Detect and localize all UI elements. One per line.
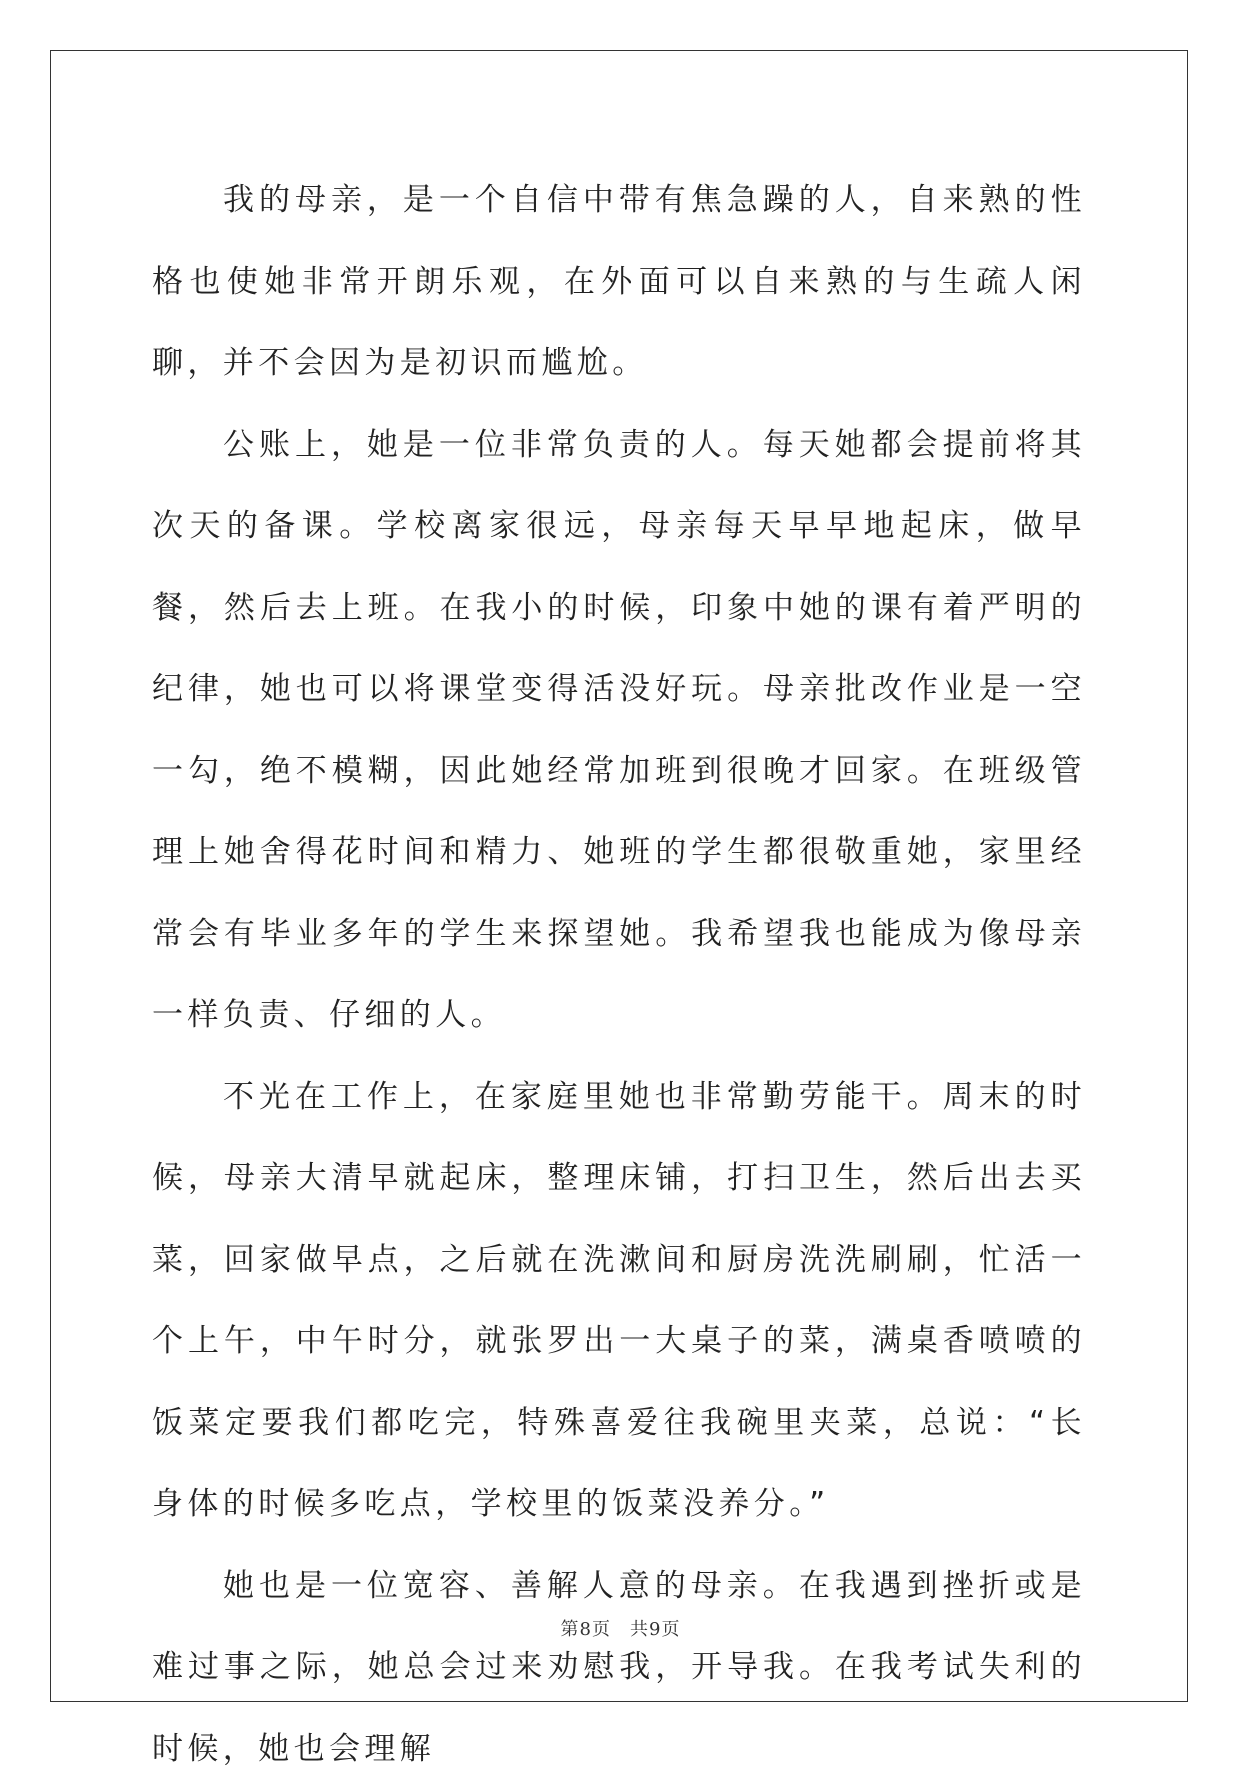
page-number: 第8页 共9页 xyxy=(0,1615,1241,1641)
document-body xyxy=(152,160,1086,1790)
paragraph-4: 她也是一位宽容、善解人意的母亲。在我遇到挫折或是难过事之际，她总会过来劝慰我，开导我。在我考试失利的时候，她也会理解 xyxy=(152,1546,1086,1790)
paragraph-2: 公账上，她是一位非常负责的人。每天她都会提前将其次天的备课。学校离家很远，母亲每天早早地起床，做早餐，然后去上班。在我小的时候，印象中她的课有着严明的纪律，她也可以将课堂变得活没好玩。母亲批改作业是一空一勾，绝不模糊，因此她经常加班到很晚才回家。在班级管理上她舍得花时间和精力、她班的学生都很敬重她，家里经常会有毕业多年的学生来探望她。我希望我也能成为像母亲一样负责、仔细的人。 xyxy=(152,405,1086,1057)
paragraph-1: 我的母亲，是一个自信中带有焦急躁的人，自来熟的性格也使她非常开朗乐观，在外面可以自来熟的与生疏人闲聊，并不会因为是初识而尴尬。 xyxy=(152,160,1086,405)
paragraph-3: 不光在工作上，在家庭里她也非常勤劳能干。周末的时候，母亲大清早就起床，整理床铺，打扫卫生，然后出去买菜，回家做早点，之后就在洗漱间和厨房洗洗刷刷，忙活一个上午，中午时分，就张罗出一大桌子的菜，满桌香喷喷的饭菜定要我们都吃完，特殊喜爱往我碗里夹菜，总说：“长身体的时候多吃点，学校里的饭菜没养分。” xyxy=(152,1057,1086,1546)
